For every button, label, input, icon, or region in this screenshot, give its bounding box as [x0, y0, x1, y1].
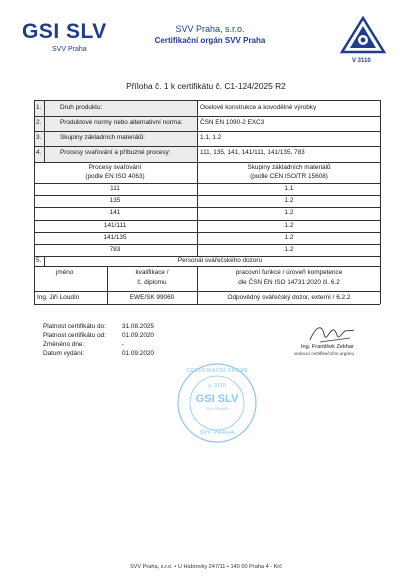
process-cell: 135 [109, 197, 121, 205]
process-cell: 111 [110, 185, 120, 192]
stamp-logo: GSI SLV [195, 393, 239, 405]
col-function-line1: pracovní funkce / úroveň kompetence [235, 269, 343, 276]
signer-name: Ing. František Zekhar [301, 344, 354, 350]
changed-label: Změněno dne: [43, 341, 85, 348]
valid-from-value: 01.09.2020 [122, 332, 154, 339]
personnel-title: Personál svářečského dozoru [177, 257, 263, 264]
certification-stamp [176, 362, 258, 444]
row-1-value: Ocelové konstrukce a kovodělné výrobky [200, 104, 317, 111]
process-head-line1: Procesy svařování [88, 164, 142, 171]
row-2-value: ČSN EN 1090-2 EXC3 [200, 119, 265, 126]
material-group-cell: 1.2 [284, 233, 294, 241]
group-head-line2: (podle CEN ISO/TR 15608) [250, 173, 328, 180]
signer-role: vedoucí certifikačního orgánu [294, 351, 355, 356]
valid-to-value: 31.08.2025 [122, 323, 154, 330]
logo-subtitle: SVV Praha [52, 46, 87, 53]
row-3-value: 1.1, 1.2 [200, 134, 222, 141]
col-name-header: jméno [56, 269, 74, 276]
material-group-cell: 1.2 [284, 197, 294, 205]
col-function-line2: dle ČSN EN ISO 14731:2020 čl. 6.2 [238, 279, 340, 286]
stamp-bottom-text: SVV PRAHA [199, 430, 235, 436]
process-cell: 141/135 [103, 233, 127, 241]
material-group-cell: 1.2 [284, 209, 294, 217]
stamp-top-text: CERTIFIKAČNÍ ORGÁN [186, 368, 248, 374]
material-group-cell: 1.2 [284, 246, 294, 253]
row-4-number: 4. [36, 149, 42, 156]
col-qualification-line2: č. diplomu [137, 279, 167, 286]
badge-number: V 3110 [352, 58, 371, 64]
org-name: SVV Praha, s.r.o. [175, 24, 245, 34]
org-subtitle: Certifikační orgán SVV Praha [154, 36, 266, 45]
process-cell: 141/111 [103, 221, 127, 229]
row-4-value: 111, 135, 141, 141/111, 141/135, 783 [200, 149, 305, 156]
stamp-number: č. 3110 [208, 383, 226, 389]
material-group-cell: 1.1 [284, 185, 294, 192]
row-2-label: Produktové normy nebo alternativní norma: [60, 119, 183, 126]
gsi-slv-logo: GSI SLV [22, 20, 107, 43]
supervisor-function: Odpovědný svářečský dozor, externí / 6.2.2 [227, 294, 351, 301]
certification-badge-icon [340, 16, 386, 60]
process-cell: 141 [109, 209, 121, 217]
issue-date-label: Datum vydání: [43, 350, 85, 357]
material-group-cell: 1.2 [284, 221, 294, 229]
document-title: Příloha č. 1 k certifikátu č. C1-124/2025 R2 [126, 81, 286, 91]
personnel-number: 5. [36, 257, 42, 264]
valid-from-label: Platnost certifikátu od: [43, 332, 106, 339]
col-qualification-line1: kvalifikace / [135, 269, 169, 276]
footer-address: SVV Praha, s.r.o. • U Habrovky 247/11 • 140 00 Praha 4 - Krč [129, 564, 283, 570]
group-head-line1: Skupiny základních materiálů [247, 164, 331, 171]
row-4-label: Procesy svařování a příbuzné procesy: [60, 149, 171, 156]
process-cell: 783 [109, 246, 121, 253]
changed-value: - [122, 341, 125, 348]
valid-to-label: Platnost certifikátu do: [43, 323, 106, 330]
row-3-label: Skupiny základních materiálů: [60, 134, 145, 141]
row-2-number: 2. [36, 119, 42, 126]
stamp-small-text: SVV PRAHA [206, 407, 228, 411]
row-1-label: Druh produktu: [60, 104, 103, 111]
supervisor-qualification: EWE/SK 99060 [129, 294, 175, 301]
process-head-line2: (podle EN ISO 4063) [85, 173, 145, 180]
supervisor-name: Ing. Jiří Loudín [37, 294, 80, 301]
row-1-number: 1. [36, 104, 42, 111]
issue-date-value: 01.09.2020 [122, 350, 154, 357]
row-3-number: 3. [36, 134, 42, 141]
